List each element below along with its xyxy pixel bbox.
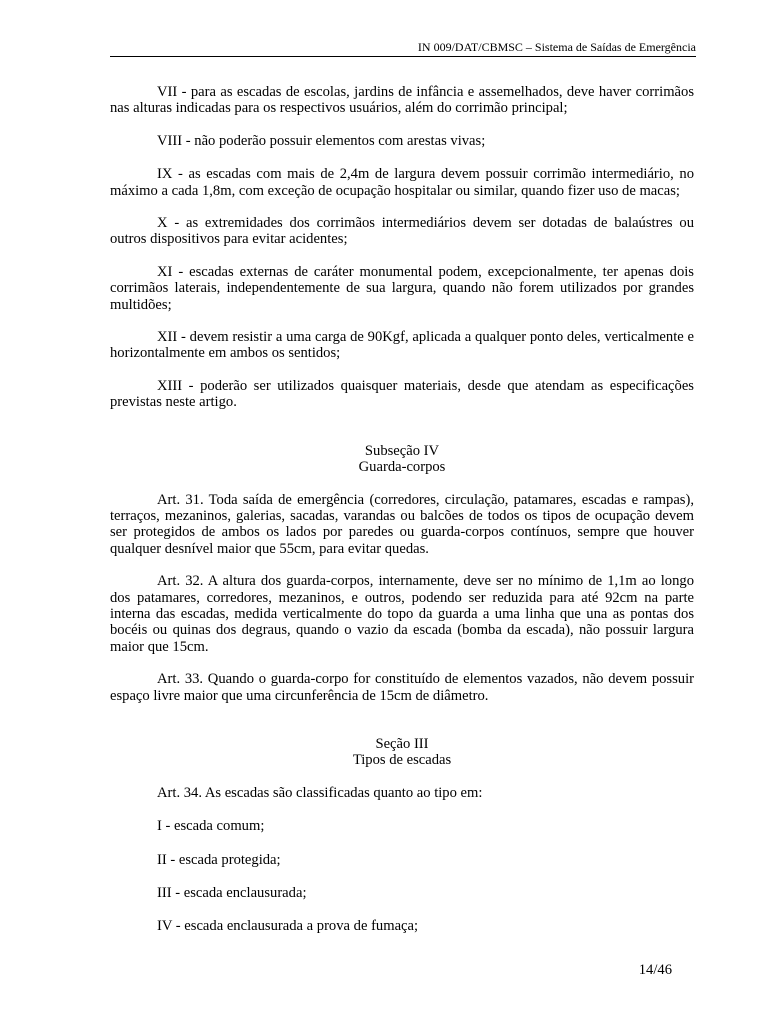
paragraph-x: X - as extremidades dos corrimãos intermediários devem ser dotadas de balaústres ou outros dispositivos para evitar acidentes;	[110, 215, 694, 248]
document-body	[110, 84, 694, 952]
paragraph-art-31: Art. 31. Toda saída de emergência (corredores, circulação, patamares, escadas e rampas), terraços, mezaninos, galerias, sacadas, varandas ou balcões de todos os tipos de ocupação devem ser protegidos de ambos os lados por paredes ou guarda-corpos contínuos, sempre que houver qualquer desnível maior que 55cm, para evitar quedas.	[110, 491, 694, 557]
paragraph-xiii: XIII - poderão ser utilizados quaisquer materiais, desde que atendam as especificações previstas neste artigo.	[110, 377, 694, 411]
paragraph-xii: XII - devem resistir a uma carga de 90Kgf, aplicada a qualquer ponto deles, verticalmente e horizontalmente em ambos os sentidos;	[110, 329, 694, 362]
paragraph-ix: IX - as escadas com mais de 2,4m de largura devem possuir corrimão intermediário, no máximo a cada 1,8m, com exceção de ocupação hospitalar ou similar, quando fizer uso de macas;	[110, 166, 694, 199]
paragraph-xi: XI - escadas externas de caráter monumental podem, excepcionalmente, ter apenas dois corrimãos laterais, independentemente de sua largura, quando não forem utilizados por grandes multidões;	[110, 263, 694, 313]
page-header: IN 009/DAT/CBMSC – Sistema de Saídas de Emergência	[110, 40, 696, 57]
section-heading	[110, 736, 694, 769]
list-item-iv: IV - escada enclausurada a prova de fumaça;	[157, 918, 419, 935]
paragraph-art-32: Art. 32. A altura dos guarda-corpos, internamente, deve ser no mínimo de 1,1m ao longo dos patamares, corredores, mezaninos, e outros, podendo ser reduzida para até 92cm na parte interna das escadas, medida verticalmente do topo da guarda a uma linha que una as pontas dos bocéis ou quinas dos degraus, quando o vazio da escada (bomba da escada), não possuir largura maior que 15cm.	[110, 573, 694, 655]
subsection-heading	[110, 443, 694, 476]
paragraph-viii: VIII - não poderão possuir elementos com arestas vivas;	[157, 132, 486, 149]
page-number: 14/46	[638, 962, 672, 978]
section-title: Tipos de escadas	[352, 752, 452, 769]
paragraph-art-34: Art. 34. As escadas são classificadas quanto ao tipo em:	[157, 784, 483, 801]
paragraph-vii: VII - para as escadas de escolas, jardins de infância e assemelhados, deve haver corrimãos nas alturas indicadas para os respectivos usuários, além do corrimão principal;	[110, 84, 694, 117]
subsection-number: Subseção IV	[364, 442, 440, 459]
list-item-ii: II - escada protegida;	[157, 851, 281, 868]
section-number: Seção III	[375, 735, 429, 752]
subsection-title: Guarda-corpos	[358, 459, 446, 476]
list-item-i: I - escada comum;	[157, 818, 265, 835]
list-item-iii: III - escada enclausurada;	[157, 885, 307, 901]
paragraph-art-33: Art. 33. Quando o guarda-corpo for constituído de elementos vazados, não devem possuir espaço livre maior que uma circunferência de 15cm de diâmetro.	[110, 671, 694, 704]
